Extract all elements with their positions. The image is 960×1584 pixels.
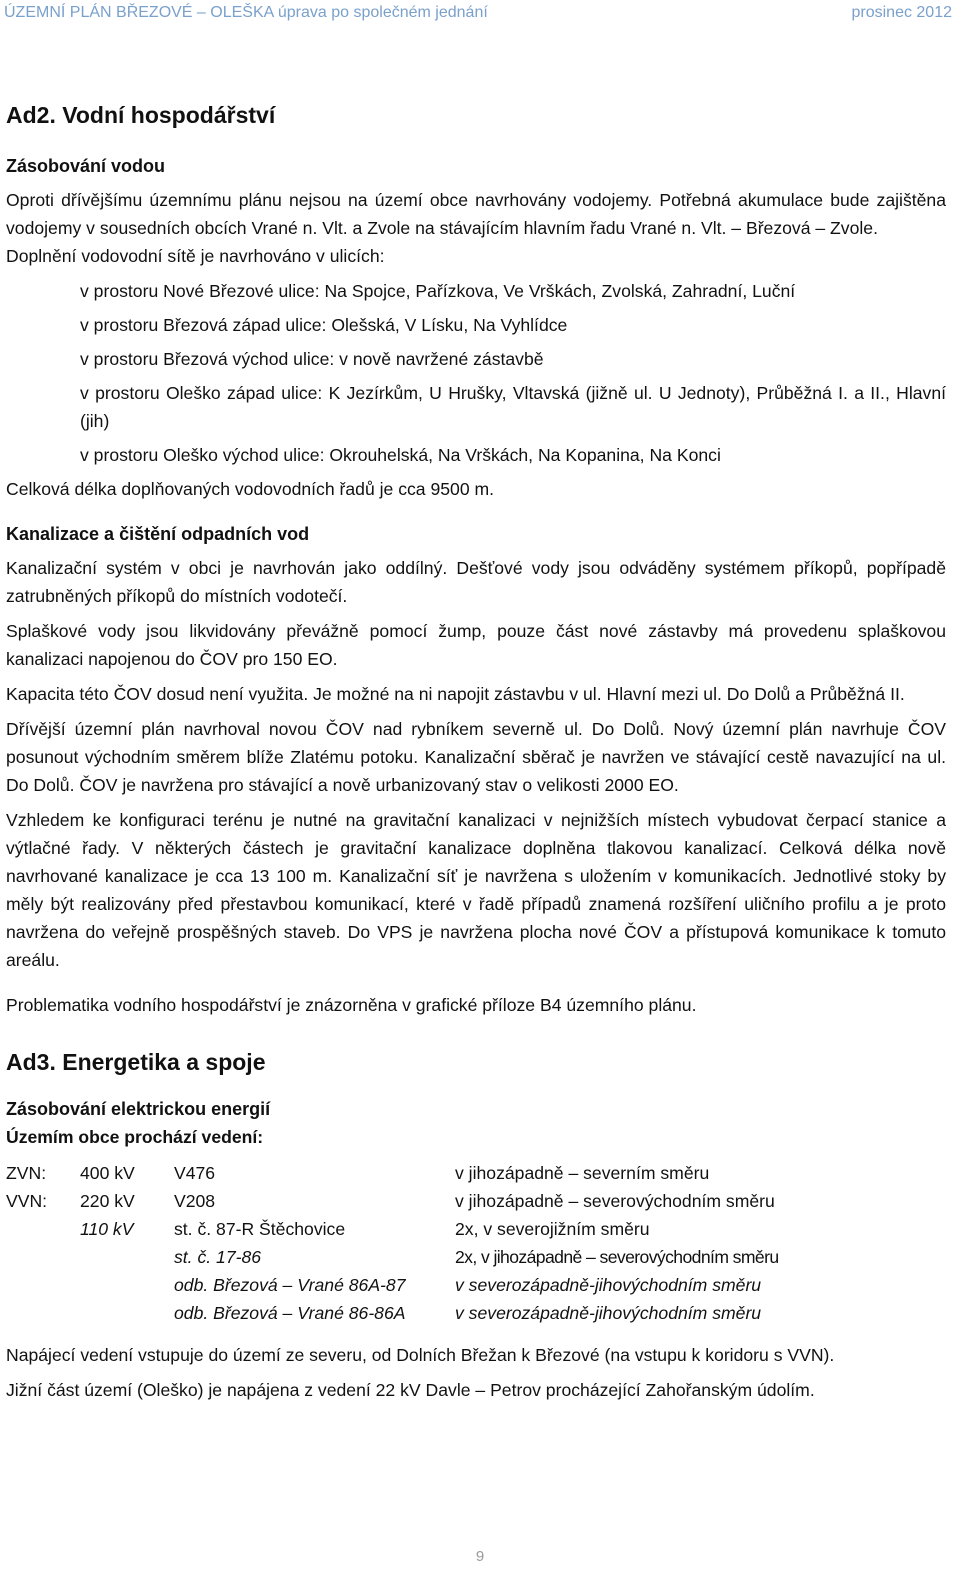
page-header [4, 0, 952, 26]
table-row [6, 1215, 946, 1243]
line-direction: v severozápadně-jihovýchodním směru [455, 1275, 762, 1295]
list-item-brezova-vychod: v prostoru Březová východ ulice: v nově navržené zástavbě [80, 349, 544, 369]
header-date: prosinec 2012 [851, 4, 952, 21]
line-voltage: 220 kV [80, 1191, 135, 1211]
paragraph-water-supply: Oproti dřívějšímu územnímu plánu nejsou na území obce navrhovány vodojemy. Potřebná akumulace bude zajištěna vodojemy v sousedních obcích Vrané n. Vlt. a Zvole na stávajícím hlavním řadu Vrané n. Vlt. – Březová – Zvole. [6, 190, 946, 238]
table-row [6, 1243, 946, 1271]
list-item-olesko-zapad: v prostoru Oleško západ ulice: K Jezírkům, U Hrušky, Vltavská (jižně ul. U Jednoty), Průběžná I. a II., Hlavní (jih) [80, 383, 946, 431]
heading-water-supply: Zásobování vodou [6, 156, 166, 176]
line-voltage: 110 kV [80, 1219, 134, 1239]
paragraph-gravity-sewer: Vzhledem ke konfiguraci terénu je nutné na gravitační kanalizaci v nejnižších místech vybudovat čerpací stanice a výtlačné řady. V některých částech je gravitační kanalizace doplněna tlakovou kanalizací. Celková délka nově navrhované kanalizace je cca 13 100 m. Kanalizační síť je navržena s uložením v komunikacích. Jednotlivé stoky by měly být realizovány před přestavbou komunikací, které v řadě případů znamená rozšíření uličního profilu a je proto navržena do veřejně prospěšných staveb. Do VPS je navržena plocha nové ČOV a přístupová komunikace k tomuto areálu. [6, 810, 946, 970]
section-title-ad2: Ad2. Vodní hospodářství [6, 102, 276, 128]
table-row [6, 1271, 946, 1299]
paragraph-water-closing: Problematika vodního hospodářství je znázorněna v grafické příloze B4 územního plánu. [6, 995, 697, 1015]
subheading-power-lines: Územím obce prochází vedení: [6, 1127, 264, 1147]
line-direction: v jihozápadně – severním směru [455, 1163, 710, 1183]
page-number: 9 [475, 1548, 485, 1565]
section-title-ad3: Ad3. Energetika a spoje [6, 1049, 266, 1075]
paragraph-feed-north: Napájecí vedení vstupuje do území ze severu, od Dolních Břežan k Březové (na vstupu k koridoru s VVN). [6, 1345, 835, 1365]
heading-electricity: Zásobování elektrickou energií [6, 1099, 271, 1119]
paragraph-sewage-disposal: Splaškové vody jsou likvidovány převážně pomocí žump, pouze část nové zástavby má provedenu splaškovou kanalizaci napojenou do ČOV pro 150 EO. [6, 621, 946, 669]
table-row [6, 1159, 946, 1187]
line-direction: 2x, v jihozápadně – severovýchodním směru [455, 1247, 779, 1267]
list-item-nove-brezove: v prostoru Nové Březové ulice: Na Spojce, Pařízkova, Ve Vrškách, Zvolská, Zahradní, Luční [80, 281, 796, 301]
line-id: odb. Březová – Vrané 86A-87 [174, 1275, 406, 1295]
heading-sewerage: Kanalizace a čištění odpadních vod [6, 524, 310, 544]
paragraph-feed-south: Jižní část území (Oleško) je napájena z vedení 22 kV Davle – Petrov procházející Zahořanským údolím. [6, 1380, 815, 1400]
line-voltage: 400 kV [80, 1163, 135, 1183]
list-item-olesko-vychod: v prostoru Oleško východ ulice: Okrouhelská, Na Vrškách, Na Kopanina, Na Konci [80, 445, 721, 465]
line-direction: 2x, v severojižním směru [455, 1219, 650, 1239]
line-type: ZVN: [6, 1163, 47, 1183]
line-id: odb. Březová – Vrané 86-86A [174, 1303, 406, 1323]
power-lines-table [6, 1159, 946, 1327]
paragraph-new-cov: Dřívější územní plán navrhoval novou ČOV nad rybníkem severně ul. Do Dolů. Nový územní plán navrhuje ČOV posunout východním směrem blíže Zlatému potoku. Kanalizační sběrač je navržen ve stávající cestě navazující na ul. Do Dolů. ČOV je navržena pro stávající a nově urbanizovaný stav o velikosti 2000 EO. [6, 719, 946, 795]
paragraph-sewer-system: Kanalizační systém v obci je navrhován jako oddílný. Dešťové vody jsou odváděny systémem příkopů, popřípadě zatrubněných příkopů do místních vodotečí. [6, 558, 946, 606]
list-item-brezova-zapad: v prostoru Březová západ ulice: Olešská, V Lísku, Na Vyhlídce [80, 315, 568, 335]
line-direction: v jihozápadně – severovýchodním směru [455, 1191, 775, 1211]
line-id: st. č. 17-86 [174, 1247, 262, 1267]
line-id: V208 [174, 1191, 216, 1211]
paragraph-network-intro: Doplnění vodovodní sítě je navrhováno v ulicích: [6, 246, 385, 266]
paragraph-cov-capacity: Kapacita této ČOV dosud není využita. Je možné na ni napojit zástavbu v ul. Hlavní mezi ul. Do Dolů a Průběžná II. [6, 684, 905, 704]
document-body [6, 92, 946, 1404]
table-row [6, 1299, 946, 1327]
line-id: st. č. 87-R Štěchovice [174, 1219, 346, 1239]
header-title: ÚZEMNÍ PLÁN BŘEZOVÉ – OLEŠKA úprava po společném jednání [4, 4, 488, 21]
line-type: VVN: [6, 1191, 48, 1211]
line-direction: v severozápadně-jihovýchodním směru [455, 1303, 762, 1323]
line-id: V476 [174, 1163, 216, 1183]
table-row [6, 1187, 946, 1215]
paragraph-water-total: Celková délka doplňovaných vodovodních řadů je cca 9500 m. [6, 479, 495, 499]
